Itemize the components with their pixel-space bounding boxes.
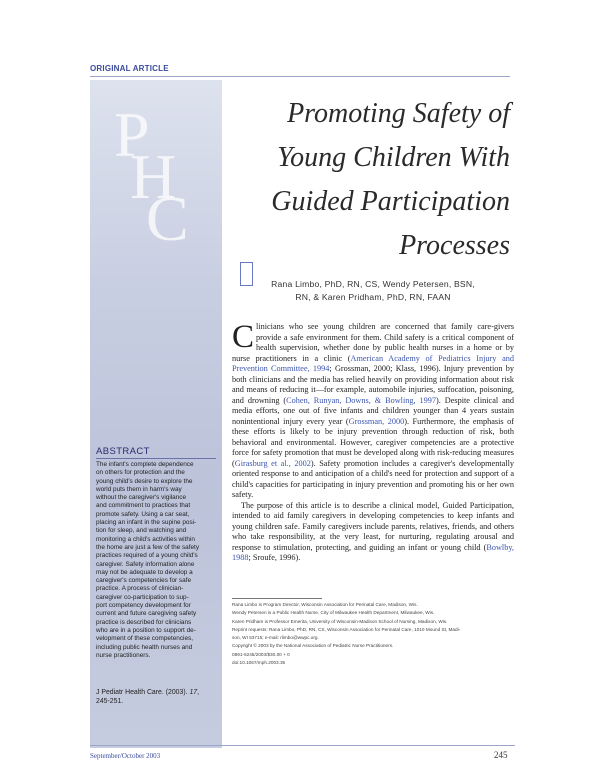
abstract-line: practice is described for clinicians: [96, 618, 192, 626]
article-body: [232, 319, 515, 564]
abstract-line: caregiver. Safety information alone: [96, 560, 195, 568]
body-text-run: ). Furthermore, the emphasis of these efforts is likely to be injury prevention through reduction of risk, both behavioral and environmental. However, caregiver competencies are a protective force for safety promotion that must be developed along with risk-reducing measures (: [232, 416, 514, 468]
abstract-line: monitoring a child's activities within: [96, 535, 195, 543]
abstract-body: [96, 461, 217, 660]
body-text-run: ; Sroufe, 1996).: [248, 553, 301, 562]
footnotes: [232, 601, 516, 667]
abstract-line: current and future caregiving safety: [96, 610, 197, 618]
abstract-line: port competency development for: [96, 602, 191, 610]
citation-prefix: J Pediatr Health Care. (2003).: [96, 689, 188, 696]
monogram-p: P: [114, 99, 150, 170]
citation-volume: 17: [189, 689, 198, 696]
footnote-rule: [232, 598, 322, 599]
section-rule: [90, 76, 510, 77]
abstract-line: world puts them in harm's way: [96, 485, 182, 493]
title-line: Young Children With: [277, 142, 510, 173]
abstract-heading: ABSTRACT: [96, 446, 150, 457]
article-title: [210, 92, 510, 268]
footnote-line: Rana Limbo is Program Director, Wisconsin Association for Perinatal Care, Madison, Wis.: [232, 602, 418, 607]
page-number: 245: [494, 750, 508, 760]
abstract-line: caregiver co-participation to sup-: [96, 593, 189, 601]
footnote-line: Reprint requests: Rana Limbo, PhD, RN, CS, Wisconsin Association for Perinatal Care, 1010 Mound St, Madi-: [232, 626, 461, 632]
author-line: Rana Limbo, PhD, RN, CS, Wendy Petersen, BSN,: [271, 279, 475, 289]
abstract-line: without the caregiver's vigilance: [96, 494, 187, 502]
abstract-line: caregiver's competencies for safe: [96, 577, 191, 585]
footnote-line: Wendy Petersen is a Public Health Nurse, City of Milwaukee Health Department, Milwaukee, Wis.: [232, 610, 435, 616]
citation-link[interactable]: Grossman, 2000: [348, 416, 405, 426]
abstract-rule: [96, 458, 216, 459]
abstract-line: the home are just a few of the safety: [96, 543, 200, 551]
title-line: Promoting Safety of: [287, 98, 510, 129]
abstract-line: may not be adequate to develop a: [96, 568, 193, 576]
footer-date: September/October 2003: [90, 752, 161, 760]
body-text-run: ). Safety promotion includes a caregiver's developmentally oriented response to and anticipation of a child's need for protection and support of a child's capacities for participating in injury prevention and promoting his or her own safety.: [232, 458, 514, 499]
abstract-line: on others for protection and the: [96, 469, 185, 477]
title-line: Guided Participation: [271, 186, 510, 217]
body-text-run: ). Despite clinical and media efforts, one out of five infants and children younger than 4 years sustain nonintentional injury every year (: [232, 395, 514, 426]
abstract-line: including public health nurses and: [96, 643, 193, 651]
footer-rule: [90, 745, 515, 746]
abstract-line: practices required of a young child's: [96, 552, 198, 560]
citation-pages: 245-251.: [96, 698, 124, 705]
title-line: Processes: [399, 230, 510, 261]
drop-cap: C: [232, 319, 255, 355]
abstract-line: velopment of these competencies,: [96, 635, 193, 643]
abstract-citation: J Pediatr Health Care. (2003). 17, 245-251.: [96, 689, 200, 705]
abstract-line: placing an infant in the supine posi-: [96, 519, 197, 527]
footnote-line: doi:10.1067/mph.2003.35: [232, 660, 286, 666]
monogram-c: C: [146, 183, 189, 254]
footnote-line: 0891-5245/2003/$30.00 + 0: [232, 651, 290, 657]
monogram-h: H: [130, 141, 177, 212]
author-list: [244, 278, 502, 304]
abstract-line: practice. A process of clinician-: [96, 585, 184, 593]
paragraph-intro: [232, 319, 515, 501]
body-text-run: The purpose of this article is to describe a clinical model, Guided Participation, intended to aid family caregivers in developing competencies to keep infants and young children safe. Family caregivers include parents, relatives, friends, and others who take responsibility, at the very least, for nurturing, regulating arousal and response to stimulation, protecting, and guiding an infant or young child (: [232, 500, 514, 552]
abstract-line: tion for sleep, and watching and: [96, 527, 187, 535]
citation-link[interactable]: Bowlby, 1988: [232, 542, 514, 562]
citation-link[interactable]: Cohen, Runyan, Downs, & Bowling, 1997: [286, 395, 436, 405]
citation-link[interactable]: Girasburg et al., 2002: [234, 458, 311, 468]
section-label: ORIGINAL ARTICLE: [90, 64, 169, 73]
abstract-line: The infant's complete dependence: [96, 461, 194, 468]
abstract-line: young child's desire to explore the: [96, 477, 193, 485]
abstract-line: who are in a position to support de-: [96, 626, 196, 634]
footnote-line: Copyright © 2003 by the National Association of Pediatric Nurse Practitioners.: [232, 643, 394, 649]
abstract-line: promote safety. Using a car seat,: [96, 510, 190, 518]
paragraph-purpose: [232, 501, 514, 564]
body-text-run: linicians who see young children are concerned that family care-givers provide a safe environment for them. Child safety is a critical component of health supervision, whether done by public health nurses in a home or by nurse practitioners in a clinic (: [232, 322, 514, 363]
abstract-line: nurse practitioners.: [96, 651, 151, 659]
footnote-line: son, WI 53715; e-mail: rlimbo@wwpc.org.: [232, 635, 319, 641]
abstract-line: and commitment to practices that: [96, 502, 191, 510]
body-text-run: ; Grossman, 2000; Klass, 1996). Injury prevention by both clinicians and the media has relied heavily on providing information about risk and means of reducing it—for example, automobile injuries, suffocation, poisoning, and drowning (: [232, 364, 515, 405]
author-line: RN, & Karen Pridham, PhD, RN, FAAN: [295, 292, 451, 302]
footnote-line: Karen Pridham is Professor Emerita, University of Wisconsin-Madison School of Nursing, Madison, Wis.: [232, 618, 448, 624]
citation-link[interactable]: American Academy of Pediatrics Injury and Prevention Committee, 1994: [232, 353, 514, 373]
